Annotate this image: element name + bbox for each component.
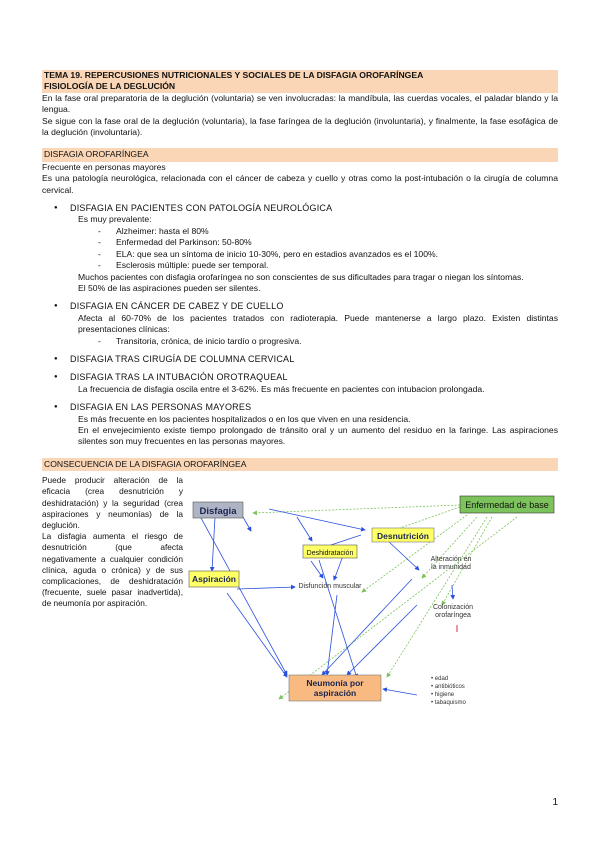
colonizacion-label-2: orofaríngea — [435, 612, 471, 620]
arrow-alteracion-colonizacion — [452, 585, 453, 599]
cancer-text: Afecta al 60-70% de los pacientes tratados con radioterapia. Puede mantenerse a largo plazo. Existen distintas presentaciones clínicas: — [78, 312, 558, 335]
disfagia-label: Disfagia — [199, 506, 237, 518]
arrow-aspiracion-disfuncion — [237, 587, 295, 589]
desnutricion-node — [372, 528, 434, 542]
bullet-intubacion-title: ● DISFAGIA TRAS LA INTUBACIÓN OROTRAQUEAL — [42, 372, 558, 383]
disfagia-heading: DISFAGIA OROFARÍNGEA — [42, 148, 558, 161]
bullet-neuro-title: ● DISFAGIA EN PACIENTES CON PATOLOGÍA NEUROLÓGICA — [42, 203, 558, 214]
disfagia-line-1: Frecuente en personas mayores — [42, 161, 166, 172]
neuro-item: - Alzheimer: hasta el 80% — [42, 226, 558, 237]
consecuencia-paragraph-2: La disfagia aumenta el riesgo de desnutrición (que afecta negativamente a cualquier condición clínica, aguda o crónica) y de sus complicaciones, de deshidratación (frecuente, suele pasar inadvertida), de neumonía por aspiración. — [42, 531, 183, 609]
consecuencia-paragraph-1: Puede producir alteración de la eficacia (crea desnutrición y deshidratación) y la seguridad (crea aspiraciones y neumonías) de la deglución. — [42, 475, 183, 530]
arrow-aspiracion-neumonia — [227, 593, 287, 677]
bullet-mayores-title: ● DISFAGIA EN LAS PERSONAS MAYORES — [42, 402, 558, 413]
neuro-note-2: El 50% de las aspiraciones pueden ser silentes. — [78, 282, 261, 293]
disfuncion-label: Disfunción muscular — [298, 583, 362, 591]
bullet-cirugia-title: ● DISFAGIA TRAS CIRUGÍA DE COLUMNA CERVICAL — [42, 354, 558, 365]
neuro-item: - Esclerosis múltiple: puede ser temporal. — [42, 260, 558, 271]
neumonia-node — [289, 675, 381, 701]
arrow-disfagia-aspiracion — [212, 517, 215, 571]
page-number: 1 — [552, 797, 558, 808]
factor-edad: • edad — [431, 676, 449, 683]
arrow-enfermedad-factores — [279, 517, 517, 699]
arrow-deshidratacion-neumonia — [319, 560, 357, 678]
aspiracion-label: Aspiración — [192, 574, 236, 585]
arrow-desnutricion-alteracion — [387, 540, 419, 570]
enfermedad-node — [460, 496, 554, 513]
arrow-disfagia-desnutricion — [269, 509, 365, 530]
deshidratacion-node — [303, 545, 357, 558]
consecuencia-section — [42, 475, 558, 715]
disfagia-node — [193, 502, 243, 518]
arrow-disfuncion-neumonia — [327, 595, 337, 675]
consecuencia-text — [42, 475, 183, 609]
consecuencias-diagram — [187, 475, 563, 707]
arrow-deshidratacion-disfuncion — [311, 561, 323, 578]
arrow-alteracion-neumonia — [322, 579, 412, 675]
alteracion-label-1: Alteración en — [430, 556, 472, 564]
arrow-factores-neumonia — [383, 689, 417, 695]
cancer-item: - Transitoria, crónica, de inicio tardío o progresiva. — [42, 336, 558, 347]
alteracion-label-2: la inmunidad — [431, 564, 471, 572]
colonizacion-label-1: Colonización — [432, 604, 474, 612]
factor-tabaquismo: • tabaquismo — [431, 700, 466, 707]
fisiologia-heading: FISIOLOGÍA DE LA DEGLUCIÓN — [42, 81, 558, 92]
arrow-colonizacion-neumonia — [347, 605, 417, 675]
arrow-disfagia-blue — [243, 517, 251, 531]
disfagia-line-2: Es una patología neurológica, relacionada con el cáncer de cabeza y cuello y otras como la post-intubación o la cirugía de columna cervical. — [42, 173, 558, 195]
desnutricion-label: Desnutrición — [377, 531, 429, 542]
aspiracion-node — [189, 571, 239, 587]
arrow-disfagia-neumonia — [195, 507, 287, 675]
mayores-text-1: Es más frecuente en los pacientes hospitalizados o en los que viven en una residencia. — [78, 413, 411, 424]
factor-higiene: • higiene — [431, 692, 455, 699]
neumonia-label-1: Neumonía por — [306, 678, 364, 689]
neuro-note-1: Muchos pacientes con disfagia orofaríngea no son conscientes de sus dificultades para tragar o niegan los síntomas. — [78, 271, 524, 282]
tema-title: TEMA 19. REPERCUSIONES NUTRICIONALES Y SOCIALES DE LA DISFAGIA OROFARÍNGEA — [42, 70, 558, 81]
intro-paragraph-1: En la fase oral preparatoria de la deglución (voluntaria) se ven involucradas: la mandíbula, las cuerdas vocales, el paladar blando y la lengua. — [42, 92, 558, 115]
deshidratacion-label: Deshidratación — [306, 550, 354, 558]
neuro-item: - Enfermedad del Parkinson: 50-80% — [42, 237, 558, 248]
document-page — [42, 70, 558, 715]
arrow-enfermedad-disfuncion — [362, 515, 467, 592]
enfermedad-label: Enfermedad de base — [465, 500, 549, 511]
arrow-disfagia-deshidratacion — [297, 517, 312, 541]
neumonia-label-2: aspiración — [313, 688, 357, 699]
factores-list — [431, 676, 466, 706]
bullet-cancer-title: ● DISFAGIA EN CÁNCER DE CABEZ Y DE CUELLO — [42, 301, 558, 312]
mayores-text-2: En el envejecimiento existe tiempo prolongado de tránsito oral y un aumento del residuo en la faringe. Las aspiraciones silentes son muy frecuentes en las personas mayores. — [78, 424, 558, 447]
factor-antibioticos: • antibióticos — [431, 684, 465, 691]
consecuencia-heading: CONSECUENCIA DE LA DISFAGIA OROFARÍNGEA — [42, 458, 558, 471]
intubacion-text: La frecuencia de disfagia oscila entre el 3-62%. Es más frecuente en pacientes con intubacion prolongada. — [78, 383, 485, 394]
intro-paragraph-2: Se sigue con la fase oral de la deglución (voluntaria), la fase faríngea de la deglución (involuntaria), y finalmente, la fase esofágica de la deglución (involuntaria). — [42, 115, 558, 138]
arrow-enfermedad-disfagia — [253, 505, 460, 513]
neuro-item: - ELA: que sea un síntoma de inicio 10-30%, pero en estadios avanzados es el 100%. — [42, 249, 558, 260]
neuro-intro: Es muy prevalente: — [78, 214, 152, 225]
